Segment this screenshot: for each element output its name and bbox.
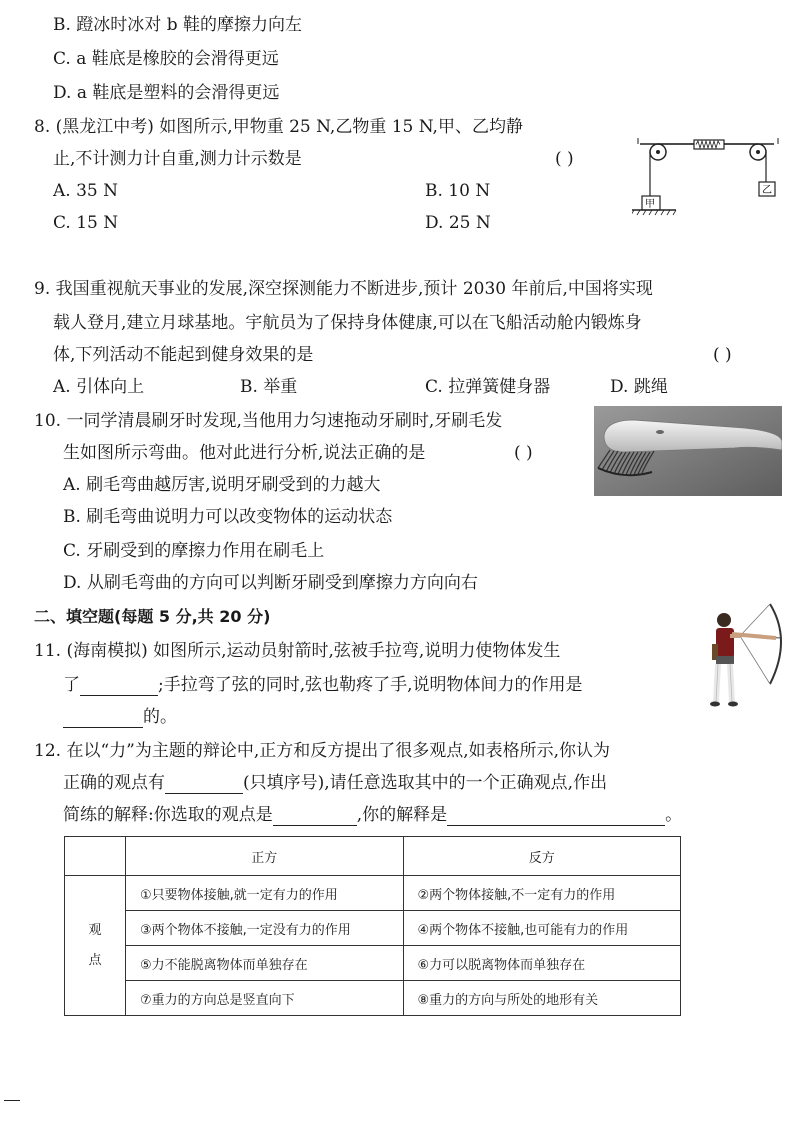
q11-line3-suffix: 的。: [143, 707, 177, 727]
q9-option-a: A. 引体向上: [53, 377, 145, 397]
q10-answer-bracket: ( ): [514, 443, 533, 463]
q11-stem-line2: [63, 674, 583, 696]
q8-option-c: C. 15 N: [53, 213, 119, 233]
viewpoints-table: [64, 836, 681, 1016]
q12-stem-line2: [63, 772, 607, 794]
table-cell-pro: ③两个物体不接触,一定没有力的作用: [126, 911, 404, 946]
q9-option-b: B. 举重: [240, 377, 298, 397]
table-header-positive: 正方: [126, 837, 404, 876]
table-cell-pro: ⑦重力的方向总是竖直向下: [126, 981, 404, 1016]
q11-stem-line3: [63, 706, 177, 728]
q9-option-d: D. 跳绳: [610, 377, 668, 397]
pulley-spring-scale-figure: [632, 138, 784, 218]
table-header-negative: 反方: [403, 837, 681, 876]
q12-blank-2[interactable]: [273, 807, 357, 826]
q9-answer-bracket: ( ): [713, 345, 732, 365]
q10-stem-line2: 生如图所示弯曲。他对此进行分析,说法正确的是: [63, 443, 426, 463]
toothbrush-photo: [594, 406, 782, 496]
q9-stem-line2: 载人登月,建立月球基地。宇航员为了保持身体健康,可以在飞船活动舱内锻炼身: [53, 313, 642, 333]
q11-blank-2[interactable]: [63, 709, 143, 728]
q12-line2-prefix: 正确的观点有: [63, 773, 165, 793]
archer-figure: [700, 600, 784, 708]
q12-stem-line3: [63, 804, 682, 826]
q9-stem-line1: 9. 我国重视航天事业的发展,深空探测能力不断进步,预计 2030 年前后,中国将实现: [34, 279, 653, 299]
q8-stem-line1: 8. (黑龙江中考) 如图所示,甲物重 25 N,乙物重 15 N,甲、乙均静: [34, 117, 523, 137]
row-label-text: 观点: [88, 922, 102, 968]
table-row: [65, 981, 681, 1016]
page-footer-dash: [4, 1100, 20, 1101]
q12-line3-mid: ,你的解释是: [356, 805, 448, 825]
q10-option-c: C. 牙刷受到的摩擦力作用在刷毛上: [63, 541, 325, 561]
q7-option-d: D. a 鞋底是塑料的会滑得更远: [53, 83, 280, 103]
q11-line2-prefix: 了: [63, 675, 80, 695]
q10-option-d: D. 从刷毛弯曲的方向可以判断牙刷受到摩擦力方向向右: [63, 573, 478, 593]
q7-option-c: C. a 鞋底是橡胶的会滑得更远: [53, 49, 279, 69]
table-row: [65, 911, 681, 946]
figure-label-jia: 甲: [645, 199, 655, 210]
q9-stem-line3: 体,下列活动不能起到健身效果的是: [53, 345, 314, 365]
q12-line3-prefix: 简练的解释:你选取的观点是: [63, 805, 273, 825]
q10-option-b: B. 刷毛弯曲说明力可以改变物体的运动状态: [63, 507, 393, 527]
q12-blank-3[interactable]: [447, 807, 665, 826]
q12-line2-suffix: (只填序号),请任意选取其中的一个正确观点,作出: [243, 773, 608, 793]
q7-option-b: B. 蹬冰时冰对 b 鞋的摩擦力向左: [53, 15, 302, 35]
table-cell-con: ⑥力可以脱离物体而单独存在: [403, 946, 681, 981]
q8-stem-line2: 止,不计测力计自重,测力计示数是: [53, 149, 302, 169]
q12-line3-end: 。: [665, 805, 683, 825]
table-row: [65, 876, 681, 911]
q10-option-a: A. 刷毛弯曲越厉害,说明牙刷受到的力越大: [63, 475, 381, 495]
q8-answer-bracket: ( ): [555, 149, 574, 169]
q11-stem-line1: 11. (海南模拟) 如图所示,运动员射箭时,弦被手拉弯,说明力使物体发生: [34, 641, 561, 661]
q8-option-a: A. 35 N: [53, 181, 118, 201]
table-header-blank: [65, 837, 126, 876]
table-row: [65, 946, 681, 981]
q11-line2-suffix: ;手拉弯了弦的同时,弦也勒疼了手,说明物体间力的作用是: [158, 675, 583, 695]
table-cell-con: ⑧重力的方向与所处的地形有关: [403, 981, 681, 1016]
table-cell-con: ④两个物体不接触,也可能有力的作用: [403, 911, 681, 946]
q12-stem-line1: 12. 在以“力”为主题的辩论中,正方和反方提出了很多观点,如表格所示,你认为: [34, 741, 611, 761]
table-cell-pro: ⑤力不能脱离物体而单独存在: [126, 946, 404, 981]
q9-option-c: C. 拉弹簧健身器: [425, 377, 551, 397]
q10-stem-line1: 10. 一同学清晨刷牙时发现,当他用力匀速拖动牙刷时,牙刷毛发: [34, 411, 503, 431]
q8-option-d: D. 25 N: [425, 213, 491, 233]
table-cell-pro: ①只要物体接触,就一定有力的作用: [126, 876, 404, 911]
q11-blank-1[interactable]: [80, 677, 158, 696]
q8-option-b: B. 10 N: [425, 181, 491, 201]
section-2-heading: 二、填空题(每题 5 分,共 20 分): [34, 607, 271, 626]
table-cell-con: ②两个物体接触,不一定有力的作用: [403, 876, 681, 911]
table-header-row: [65, 837, 681, 876]
figure-label-yi: 乙: [762, 185, 772, 196]
q12-blank-1[interactable]: [165, 775, 243, 794]
table-row-label: [65, 876, 126, 1016]
